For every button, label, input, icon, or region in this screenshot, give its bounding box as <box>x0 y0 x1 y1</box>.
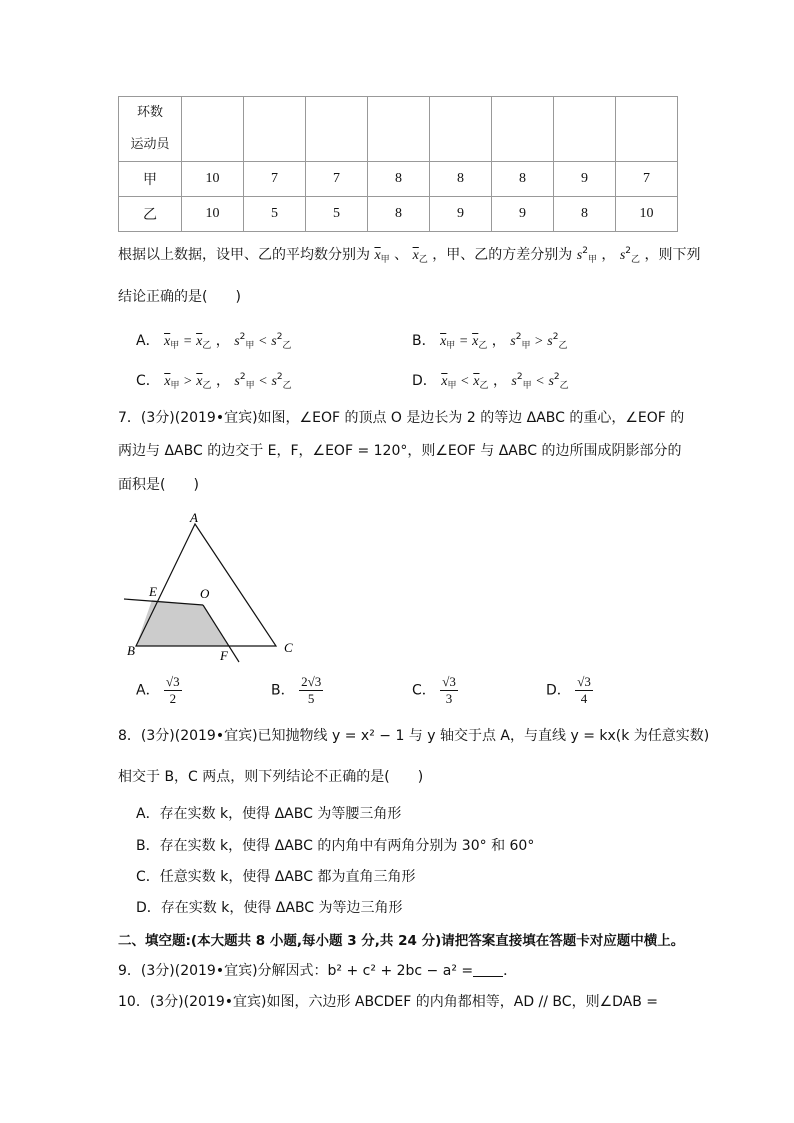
q8-option-d[interactable]: D．存在实数 k，使得 ΔABC 为等边三角形 <box>136 900 403 916</box>
header-rings-label: 环数 <box>136 105 163 120</box>
table-cell: 7 <box>306 162 368 197</box>
q7-stem-line1: 7．(3分)(2019•宜宾)如图，∠EOF 的顶点 O 是边长为 2 的等边 ΔABC 的重心，∠EOF 的 <box>118 410 685 426</box>
table-header-cell <box>616 97 678 162</box>
q6-option-d[interactable]: D． $\overline{x}_甲 < \overline{x}_乙$ ， $s^2_甲 < s^2_乙$ <box>412 372 569 391</box>
table-cell: 8 <box>492 162 554 197</box>
table-cell: 5 <box>306 197 368 232</box>
q8-stem-line1: 8．(3分)(2019•宜宾)已知抛物线 y = x² − 1 与 y 轴交于点 A，与直线 y = kx(k 为任意实数) <box>118 728 710 744</box>
q7-option-c[interactable]: C． $\frac{√3}{3}$ <box>412 674 456 706</box>
label-e: E <box>149 584 157 599</box>
table-cell: 10 <box>616 197 678 232</box>
q8-option-b[interactable]: B．存在实数 k，使得 ΔABC 的内角中有两角分别为 30° 和 60° <box>136 838 535 854</box>
q7-stem-line2: 两边与 ΔABC 的边交于 E，F，∠EOF = 120°，则∠EOF 与 ΔABC 的边所围成阴影部分的 <box>118 443 682 459</box>
table-cell: 10 <box>182 197 244 232</box>
q9-answer-blank[interactable] <box>473 962 503 977</box>
table-header-cell <box>306 97 368 162</box>
score-table <box>118 96 678 232</box>
table-cell: 8 <box>368 197 430 232</box>
q7-option-d[interactable]: D． $\frac{√3}{4}$ <box>546 674 591 706</box>
table-cell: 9 <box>430 197 492 232</box>
label-o: O <box>200 586 210 601</box>
table-corner-header <box>119 97 182 162</box>
table-cell: 8 <box>430 162 492 197</box>
label-a: A <box>190 510 198 525</box>
table-cell: 5 <box>244 197 306 232</box>
table-cell: 7 <box>616 162 678 197</box>
q7-stem-line3: 面积是( ) <box>118 477 199 493</box>
table-cell: 9 <box>492 197 554 232</box>
table-cell: 7 <box>244 162 306 197</box>
header-athlete-label: 运动员 <box>130 137 170 152</box>
label-c: C <box>284 640 293 655</box>
q7-option-a[interactable]: A． $\frac{√3}{2}$ <box>136 674 180 706</box>
q7-triangle-figure <box>118 508 318 668</box>
table-cell: 8 <box>368 162 430 197</box>
table-cell: 8 <box>554 197 616 232</box>
section-2-heading: 二、填空题:(本大题共 8 小题,每小题 3 分,共 24 分)请把答案直接填在答题卡对应题中横上。 <box>118 933 685 949</box>
row-label-jia: 甲 <box>119 162 182 197</box>
table-header-cell <box>430 97 492 162</box>
q7-option-b[interactable]: B． $\frac{2√3}{5}$ <box>271 674 322 706</box>
table-header-cell <box>368 97 430 162</box>
table-header-cell <box>244 97 306 162</box>
table-header-cell <box>554 97 616 162</box>
q6-option-b[interactable]: B． $\overline{x}_甲 = \overline{x}_乙$ ， $s^2_甲 > s^2_乙$ <box>412 332 568 351</box>
table-row-jia <box>119 162 678 197</box>
q6-option-a[interactable]: A． $\overline{x}_甲 = \overline{x}_乙$ ， $s^2_甲 < s^2_乙$ <box>136 332 292 351</box>
q9-stem: 9．(3分)(2019•宜宾)分解因式：b² + c² + 2bc − a² = ． <box>118 963 518 979</box>
q6-stem-line2: 结论正确的是( ) <box>118 289 241 305</box>
table-row-yi <box>119 197 678 232</box>
q10-stem: 10．(3分)(2019•宜宾)如图，六边形 ABCDEF 的内角都相等，AD // BC，则∠DAB = <box>118 994 659 1010</box>
q6-stem-line1: 根据以上数据，设甲、乙的平均数分别为 $\overline{x}_甲$ 、 $\overline{x}_乙$ ，甲、乙的方差分别为 $s^2_甲$ ， $s^2_乙$ ，则下列 <box>118 246 701 265</box>
table-header-row <box>119 97 678 162</box>
q6-option-c[interactable]: C． $\overline{x}_甲 > \overline{x}_乙$ ， $s^2_甲 < s^2_乙$ <box>136 372 292 391</box>
row-label-yi: 乙 <box>119 197 182 232</box>
label-b: B <box>127 643 135 658</box>
table-header-cell <box>492 97 554 162</box>
q8-option-c[interactable]: C．任意实数 k，使得 ΔABC 都为直角三角形 <box>136 869 416 885</box>
table-cell: 9 <box>554 162 616 197</box>
table-cell: 10 <box>182 162 244 197</box>
label-f: F <box>220 648 228 663</box>
q8-stem-line2: 相交于 B，C 两点，则下列结论不正确的是( ) <box>118 769 424 785</box>
q8-option-a[interactable]: A．存在实数 k，使得 ΔABC 为等腰三角形 <box>136 806 402 822</box>
table-header-cell <box>182 97 244 162</box>
